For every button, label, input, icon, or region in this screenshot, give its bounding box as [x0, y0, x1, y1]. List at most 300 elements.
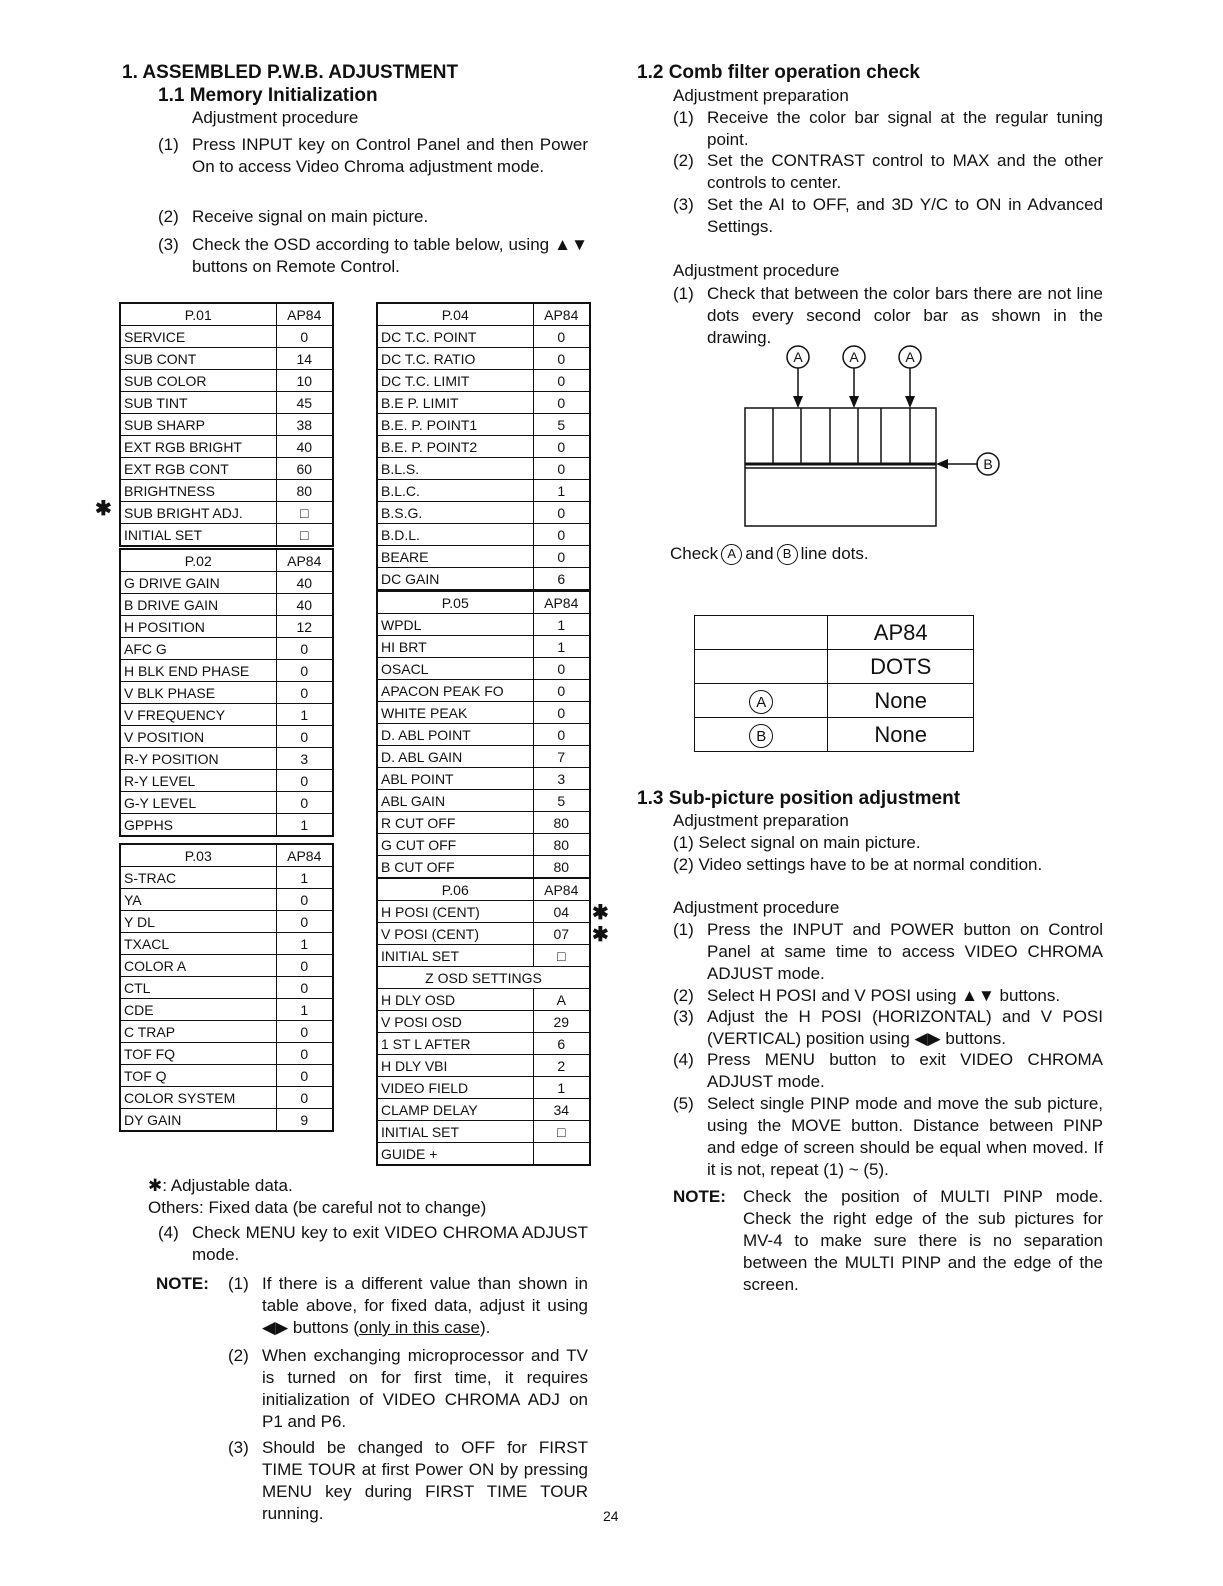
comb-prep-1	[673, 107, 1103, 151]
table-row	[120, 638, 333, 660]
param-value: 80	[533, 856, 590, 879]
table-row	[120, 392, 333, 414]
adjustable-star-icon: ✱	[592, 902, 609, 924]
param-name: DC T.C. POINT	[377, 326, 533, 348]
sub-proc-1	[673, 919, 1103, 985]
table-row	[377, 436, 590, 458]
param-name: EXT RGB CONT	[120, 458, 276, 480]
param-name: BEARE	[377, 546, 533, 568]
param-value: 60	[276, 458, 333, 480]
table-row	[377, 901, 590, 923]
param-value: 1	[276, 814, 333, 837]
check-and: and	[745, 544, 774, 563]
table-row	[377, 1099, 590, 1121]
param-value: 2	[533, 1055, 590, 1077]
step-1	[158, 134, 588, 178]
table-row	[120, 977, 333, 999]
table-row	[120, 1109, 333, 1132]
table-row	[377, 348, 590, 370]
param-name: OSACL	[377, 658, 533, 680]
step-text: Select single PINP mode and move the sub picture, using the MOVE button. Distance between PINP and edge of screen should be equal when moved. If it is not, repeat (1) ~ (5).	[707, 1094, 1103, 1179]
dots-sub-row	[695, 650, 974, 684]
note-3	[228, 1437, 588, 1525]
param-name: GPPHS	[120, 814, 276, 837]
param-value: 0	[533, 680, 590, 702]
table-header-row	[377, 591, 590, 614]
param-value: □	[533, 1121, 590, 1143]
param-name: Y DL	[120, 911, 276, 933]
step-number: (2)	[673, 151, 694, 170]
param-value: AP84	[533, 591, 590, 614]
param-name: V FREQUENCY	[120, 704, 276, 726]
param-value: 0	[276, 911, 333, 933]
table-row	[377, 724, 590, 746]
marker-b-cell: B	[749, 724, 773, 748]
table-row	[377, 812, 590, 834]
param-value: 14	[276, 348, 333, 370]
param-name: BRIGHTNESS	[120, 480, 276, 502]
param-value: 5	[533, 790, 590, 812]
comb-prep-2	[673, 150, 1103, 194]
param-value: AP84	[533, 303, 590, 326]
param-name: DC T.C. RATIO	[377, 348, 533, 370]
param-name: B.D.L.	[377, 524, 533, 546]
table-p02	[119, 548, 334, 837]
param-name: ABL POINT	[377, 768, 533, 790]
comb-proc-label: Adjustment procedure	[673, 261, 840, 280]
param-name: B.E. P. POINT1	[377, 414, 533, 436]
step-number: (1)	[673, 284, 694, 303]
step-number: (3)	[673, 195, 694, 214]
step-text: Set the AI to OFF, and 3D Y/C to ON in Advanced Settings.	[707, 195, 1103, 236]
param-name: TXACL	[120, 933, 276, 955]
param-value: □	[276, 524, 333, 547]
sub-prep-1	[673, 832, 921, 854]
param-value: 0	[276, 638, 333, 660]
param-name: B DRIVE GAIN	[120, 594, 276, 616]
table-row	[120, 792, 333, 814]
param-name: S-TRAC	[120, 867, 276, 889]
marker-a-label: A	[849, 349, 859, 365]
arrow-left-icon	[936, 459, 948, 469]
step-text: Press MENU button to exit VIDEO CHROMA ADJUST mode.	[707, 1050, 1103, 1091]
param-name: P.01	[120, 303, 276, 326]
param-value: 80	[533, 812, 590, 834]
table-header-row	[120, 303, 333, 326]
param-value: 1	[276, 704, 333, 726]
param-value: 1	[276, 933, 333, 955]
table-row	[120, 999, 333, 1021]
table-row	[120, 326, 333, 348]
param-value: 0	[276, 977, 333, 999]
note-number: (2)	[228, 1346, 249, 1365]
note-text: Check the position of MULTI PINP mode. Check the right edge of the sub pictures for MV-4 to make sure there is no separation between the MULTI PINP and the edge of the screen.	[743, 1187, 1103, 1294]
procedure-label: Adjustment procedure	[192, 108, 359, 127]
param-name: TOF Q	[120, 1065, 276, 1087]
sub-proc-5	[673, 1093, 1103, 1181]
dots-value: None	[828, 684, 974, 718]
table-row	[377, 680, 590, 702]
subpicture-title: 1.3 Sub-picture position adjustment	[637, 788, 961, 809]
table-row	[120, 682, 333, 704]
table-row	[377, 989, 590, 1011]
step-text: Select H POSI and V POSI using ▲▼ buttons.	[707, 986, 1061, 1005]
param-name: V BLK PHASE	[120, 682, 276, 704]
note-text: When exchanging microprocessor and TV is turned on for first time, it requires initialization of VIDEO CHROMA ADJ on P1 and P6.	[262, 1346, 588, 1431]
param-value: 6	[533, 568, 590, 591]
step-number: (2)	[673, 855, 694, 874]
step-text: Adjust the H POSI (HORIZONTAL) and V POSI (VERTICAL) position using ◀▶ buttons.	[707, 1007, 1103, 1048]
adjustable-star-icon: ✱	[592, 924, 609, 946]
param-value: 0	[276, 660, 333, 682]
param-value: 0	[276, 955, 333, 977]
table-row	[377, 746, 590, 768]
param-name: V POSI OSD	[377, 1011, 533, 1033]
table-row	[120, 814, 333, 837]
arrow-down-icon	[849, 396, 859, 408]
table-row	[120, 911, 333, 933]
check-suffix: line dots.	[800, 544, 869, 563]
param-name: HI BRT	[377, 636, 533, 658]
step-text: Receive the color bar signal at the regular tuning point.	[707, 108, 1103, 149]
param-value: 0	[276, 1021, 333, 1043]
param-name: R-Y POSITION	[120, 748, 276, 770]
param-value: 0	[276, 1065, 333, 1087]
table-row	[120, 889, 333, 911]
color-bar-drawing	[735, 340, 1015, 535]
table-row	[120, 748, 333, 770]
table-row	[377, 636, 590, 658]
param-value: AP84	[276, 844, 333, 867]
note-text-main: If there is a different value than shown in table above, for fixed data, adjust it using ◀▶ buttons (	[262, 1274, 588, 1337]
step-number: (3)	[673, 1007, 694, 1026]
param-value: 0	[533, 658, 590, 680]
param-name: P.03	[120, 844, 276, 867]
table-row	[120, 955, 333, 977]
param-value: 0	[533, 458, 590, 480]
dots-value: None	[828, 718, 974, 752]
param-name: 1 ST L AFTER	[377, 1033, 533, 1055]
param-value: 0	[533, 348, 590, 370]
note-text	[262, 1273, 588, 1339]
param-name: SUB COLOR	[120, 370, 276, 392]
table-row	[120, 348, 333, 370]
step-text: Receive signal on main picture.	[192, 207, 429, 226]
param-value: 0	[533, 702, 590, 724]
marker-a-label: A	[793, 349, 803, 365]
param-name: B CUT OFF	[377, 856, 533, 879]
table-row	[120, 458, 333, 480]
param-name: DY GAIN	[120, 1109, 276, 1132]
table-row	[120, 770, 333, 792]
sub-proc-2	[673, 985, 1103, 1007]
step-text: Press the INPUT and POWER button on Control Panel at same time to access VIDEO CHROMA ADJUST mode.	[707, 920, 1103, 983]
table-p03	[119, 843, 334, 1132]
table-row	[120, 524, 333, 547]
param-value: 10	[276, 370, 333, 392]
table-row	[377, 480, 590, 502]
param-value: 07	[533, 923, 590, 945]
param-name: H BLK END PHASE	[120, 660, 276, 682]
param-name: COLOR A	[120, 955, 276, 977]
table-row	[377, 658, 590, 680]
step-number: (4)	[673, 1050, 694, 1069]
table-row	[120, 370, 333, 392]
param-name: WPDL	[377, 614, 533, 636]
table-row	[377, 1055, 590, 1077]
param-value: 3	[276, 748, 333, 770]
step-text: Select signal on main picture.	[698, 833, 921, 852]
param-name: WHITE PEAK	[377, 702, 533, 724]
param-name: G DRIVE GAIN	[120, 572, 276, 594]
marker-a-label: A	[905, 349, 915, 365]
table-header-row	[377, 303, 590, 326]
param-name: GUIDE +	[377, 1143, 533, 1166]
table-p01	[119, 302, 334, 547]
param-name: COLOR SYSTEM	[120, 1087, 276, 1109]
arrow-down-icon	[905, 396, 915, 408]
param-name: SUB SHARP	[120, 414, 276, 436]
param-name: INITIAL SET	[377, 1121, 533, 1143]
marker-b-inline: B	[777, 544, 798, 565]
note-2	[228, 1345, 588, 1433]
legend-adjustable: ✱: Adjustable data.	[148, 1176, 293, 1195]
table-row	[377, 414, 590, 436]
param-value: 0	[276, 1043, 333, 1065]
note-text-tail: ).	[479, 1318, 491, 1337]
param-value: 0	[533, 436, 590, 458]
param-value: 29	[533, 1011, 590, 1033]
param-value: 0	[276, 726, 333, 748]
note-label: NOTE:	[156, 1274, 209, 1293]
dots-key	[695, 684, 828, 718]
comb-prep-label: Adjustment preparation	[673, 86, 849, 105]
dots-row-a	[695, 684, 974, 718]
sub-prep-label: Adjustment preparation	[673, 811, 849, 830]
dots-key	[695, 718, 828, 752]
step-number: (1)	[673, 920, 694, 939]
param-value: 9	[276, 1109, 333, 1132]
param-name: SUB TINT	[120, 392, 276, 414]
marker-a-inline: A	[721, 544, 742, 565]
table-row	[120, 660, 333, 682]
step-text: Set the CONTRAST control to MAX and the other controls to center.	[707, 151, 1103, 192]
note-number: (3)	[228, 1438, 249, 1457]
table-row	[377, 458, 590, 480]
dots-row-b	[695, 718, 974, 752]
table-header-row	[120, 549, 333, 572]
param-value: 1	[276, 867, 333, 889]
param-name: B.E P. LIMIT	[377, 392, 533, 414]
empty-cell	[695, 616, 828, 650]
param-value: 1	[533, 1077, 590, 1099]
param-value: 0	[533, 546, 590, 568]
section-title: 1. ASSEMBLED P.W.B. ADJUSTMENT	[122, 62, 459, 83]
table-row	[377, 370, 590, 392]
param-value: 0	[276, 792, 333, 814]
param-name: C TRAP	[120, 1021, 276, 1043]
param-value: 0	[533, 392, 590, 414]
table-row	[120, 1087, 333, 1109]
param-name: H POSI (CENT)	[377, 901, 533, 923]
param-value: 6	[533, 1033, 590, 1055]
comb-prep-3	[673, 194, 1103, 238]
step-number: (2)	[158, 207, 179, 226]
table-p05	[376, 590, 591, 879]
table-row	[120, 436, 333, 458]
param-value	[533, 1143, 590, 1166]
table-row	[120, 480, 333, 502]
table-row	[120, 594, 333, 616]
note-right	[743, 1186, 1103, 1296]
table-p06	[376, 877, 591, 1166]
param-name: V POSI (CENT)	[377, 923, 533, 945]
param-value: 3	[533, 768, 590, 790]
table-row	[377, 834, 590, 856]
param-value: 0	[276, 326, 333, 348]
param-name: INITIAL SET	[377, 945, 533, 967]
param-value: A	[533, 989, 590, 1011]
param-value: 0	[533, 370, 590, 392]
param-value: 1	[533, 480, 590, 502]
param-value: 40	[276, 594, 333, 616]
table-row	[120, 704, 333, 726]
param-name: VIDEO FIELD	[377, 1077, 533, 1099]
table-header-row	[120, 844, 333, 867]
param-name: ABL GAIN	[377, 790, 533, 812]
param-value: 0	[276, 682, 333, 704]
note-label-right: NOTE:	[673, 1187, 726, 1206]
step-number: (1)	[673, 833, 694, 852]
subsection-title: 1.1 Memory Initialization	[158, 85, 378, 106]
step-number: (2)	[673, 986, 694, 1005]
param-value: 38	[276, 414, 333, 436]
table-row	[377, 392, 590, 414]
table-p04	[376, 302, 591, 591]
adjustable-star-icon: ✱	[95, 498, 112, 520]
dots-table	[694, 615, 974, 752]
param-value: □	[533, 945, 590, 967]
marker-a-cell: A	[749, 690, 773, 714]
table-row	[377, 524, 590, 546]
step-text: Check that between the color bars there are not line dots every second color bar as shown in the drawing.	[707, 284, 1103, 347]
param-value: 0	[533, 524, 590, 546]
table-row	[120, 572, 333, 594]
param-value: AP84	[533, 878, 590, 901]
table-subheader-row	[377, 967, 590, 989]
table-row	[120, 502, 333, 524]
marker-b-label: B	[983, 456, 993, 472]
param-name: YA	[120, 889, 276, 911]
table-row	[120, 616, 333, 638]
table-row	[377, 702, 590, 724]
param-name: P.04	[377, 303, 533, 326]
note-text-underline: only in this case	[359, 1318, 480, 1337]
param-value: 45	[276, 392, 333, 414]
table-row	[120, 1021, 333, 1043]
step-3	[158, 234, 588, 278]
param-name: DC GAIN	[377, 568, 533, 591]
table-row	[120, 726, 333, 748]
param-value: 04	[533, 901, 590, 923]
param-name: P.05	[377, 591, 533, 614]
param-name: R-Y LEVEL	[120, 770, 276, 792]
param-name: G-Y LEVEL	[120, 792, 276, 814]
param-name: SUB BRIGHT ADJ.	[120, 502, 276, 524]
sub-prep-2	[673, 854, 1042, 876]
param-value: 7	[533, 746, 590, 768]
table-row	[120, 1065, 333, 1087]
dots-header-row	[695, 616, 974, 650]
param-name: R CUT OFF	[377, 812, 533, 834]
sub-proc-3	[673, 1006, 1103, 1050]
table-row	[377, 614, 590, 636]
param-value: 1	[533, 636, 590, 658]
check-prefix: Check	[670, 544, 719, 563]
param-value: 0	[533, 326, 590, 348]
step-text: Video settings have to be at normal condition.	[698, 855, 1043, 874]
param-value: AP84	[276, 303, 333, 326]
param-value: 34	[533, 1099, 590, 1121]
dots-header: AP84	[828, 616, 974, 650]
param-value: 0	[276, 770, 333, 792]
sub-proc-label: Adjustment procedure	[673, 898, 840, 917]
table-row	[120, 933, 333, 955]
table-row	[377, 1143, 590, 1166]
table-row	[377, 326, 590, 348]
param-value: 40	[276, 572, 333, 594]
page-number: 24	[603, 1508, 619, 1524]
table-row	[377, 790, 590, 812]
step-number: (4)	[158, 1223, 179, 1242]
empty-cell	[695, 650, 828, 684]
step-number: (1)	[673, 108, 694, 127]
table-row	[377, 768, 590, 790]
param-name: H DLY OSD	[377, 989, 533, 1011]
param-value: 1	[276, 999, 333, 1021]
table-header-row	[377, 878, 590, 901]
param-value: 80	[533, 834, 590, 856]
param-value: 5	[533, 414, 590, 436]
param-name: SERVICE	[120, 326, 276, 348]
check-line-dots	[670, 543, 869, 565]
param-name: APACON PEAK FO	[377, 680, 533, 702]
param-name: G CUT OFF	[377, 834, 533, 856]
param-name: P.06	[377, 878, 533, 901]
step-text: Check the OSD according to table below, using ▲▼ buttons on Remote Control.	[192, 235, 588, 276]
table-row	[377, 1033, 590, 1055]
sub-proc-4	[673, 1049, 1103, 1093]
arrow-down-icon	[793, 396, 803, 408]
param-name: P.02	[120, 549, 276, 572]
param-value: 80	[276, 480, 333, 502]
param-name: B.E. P. POINT2	[377, 436, 533, 458]
param-name: SUB CONT	[120, 348, 276, 370]
table-row	[377, 1011, 590, 1033]
param-name: B.L.C.	[377, 480, 533, 502]
param-value: 0	[276, 889, 333, 911]
table-subheader: Z OSD SETTINGS	[377, 967, 590, 989]
step-text: Check MENU key to exit VIDEO CHROMA ADJUST mode.	[192, 1223, 588, 1264]
dots-subheader: DOTS	[828, 650, 974, 684]
table-row	[120, 1043, 333, 1065]
param-name: CTL	[120, 977, 276, 999]
note-1	[228, 1273, 588, 1339]
step-number: (3)	[158, 235, 179, 254]
param-name: H POSITION	[120, 616, 276, 638]
param-name: D. ABL GAIN	[377, 746, 533, 768]
table-row	[377, 502, 590, 524]
